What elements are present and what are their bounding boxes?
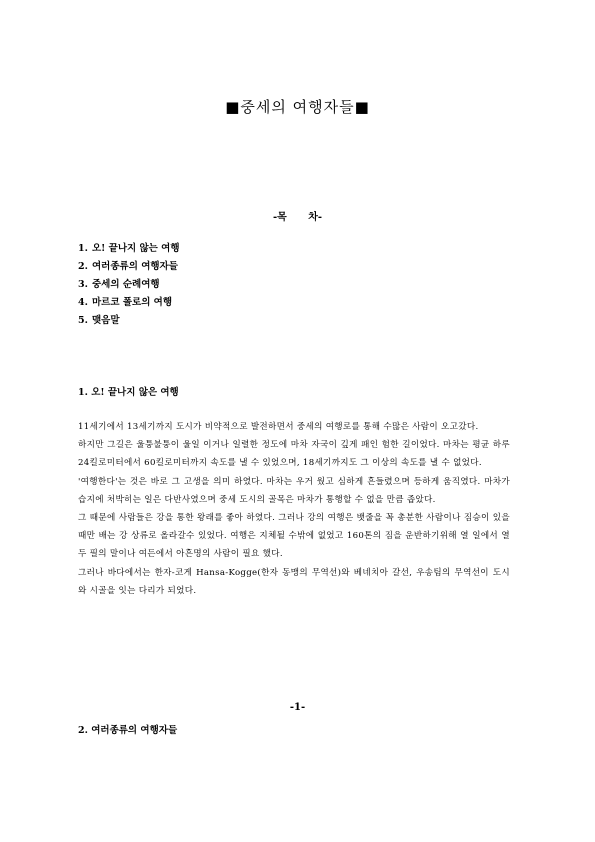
- toc-item-number: 1.: [78, 243, 88, 254]
- toc-item-label: 여러종류의 여행자들: [92, 261, 178, 272]
- toc-item-number: 3.: [78, 279, 88, 290]
- section-body: [78, 418, 510, 600]
- table-of-contents: [78, 240, 180, 330]
- paragraph: 하지만 그길은 울퉁불퉁이 울일 이거나 일렬한 정도에 마차 자국이 깊게 패인 험한 길이었다. 마차는 평균 하루 24킬로미터에서 60킬로미터까지 속도를 낼 수 있었으며, 18세기까지도 그 이상의 속도를 낼 수 없었다.: [78, 440, 510, 469]
- toc-item-label: 마르코 폴로의 여행: [92, 297, 173, 308]
- toc-item-label: 중세의 순례여행: [92, 279, 160, 290]
- page-number: -1-: [289, 702, 306, 713]
- paragraph: 그 때문에 사람들은 강을 통한 왕래를 좋아 하였다. 그러나 강의 여행은 뱃줄을 꼭 총분한 사람이나 짐승이 있을 때만 배는 강 상류로 올라갈수 있었다. 여행은 지체될 수밖에 없었고 160톤의 짐을 운반하기위해 열 일에서 열두 필의 말이나 여든에서 아흔명의 사람이 필요 했다.: [78, 513, 510, 560]
- toc-item: [78, 312, 180, 330]
- toc-item: [78, 240, 180, 258]
- document-title: ■중세의 여행자들■: [225, 98, 370, 116]
- toc-item: [78, 276, 180, 294]
- toc-heading: -목 차-: [272, 212, 323, 223]
- toc-item-number: 5.: [78, 315, 88, 326]
- paragraph: 11세기에서 13세기까지 도시가 비약적으로 발전하면서 중세의 여행로를 통해 수많은 사람이 오고갔다.: [78, 422, 479, 432]
- toc-item: [78, 258, 180, 276]
- toc-item-number: 2.: [78, 261, 88, 272]
- toc-item-label: 오! 끝나지 않는 여행: [92, 243, 180, 254]
- toc-item-number: 4.: [78, 297, 88, 308]
- toc-item-label: 맺음말: [92, 315, 120, 326]
- section-heading: 2. 여러종류의 여행자들: [78, 725, 178, 736]
- paragraph: '여행한다'는 것은 바로 그 고생을 의미 하였다. 마차는 우거 웠고 심하게 흔들렸으며 등하게 움직였다. 마차가 습지에 처박히는 일은 다반사였으며 중세 도시의 골목은 마차가 통행할 수 없을 만큼 좁았다.: [78, 476, 510, 505]
- section-heading: 1. 오! 끝나지 않은 여행: [78, 387, 179, 398]
- toc-item: [78, 294, 180, 312]
- paragraph: 그러나 바다에서는 한자-코게 Hansa-Kogge(한자 동맹의 무역선)와 베네치아 갈선, 우송팀의 무역선이 도시와 시골을 잇는 다리가 되었다.: [78, 567, 510, 596]
